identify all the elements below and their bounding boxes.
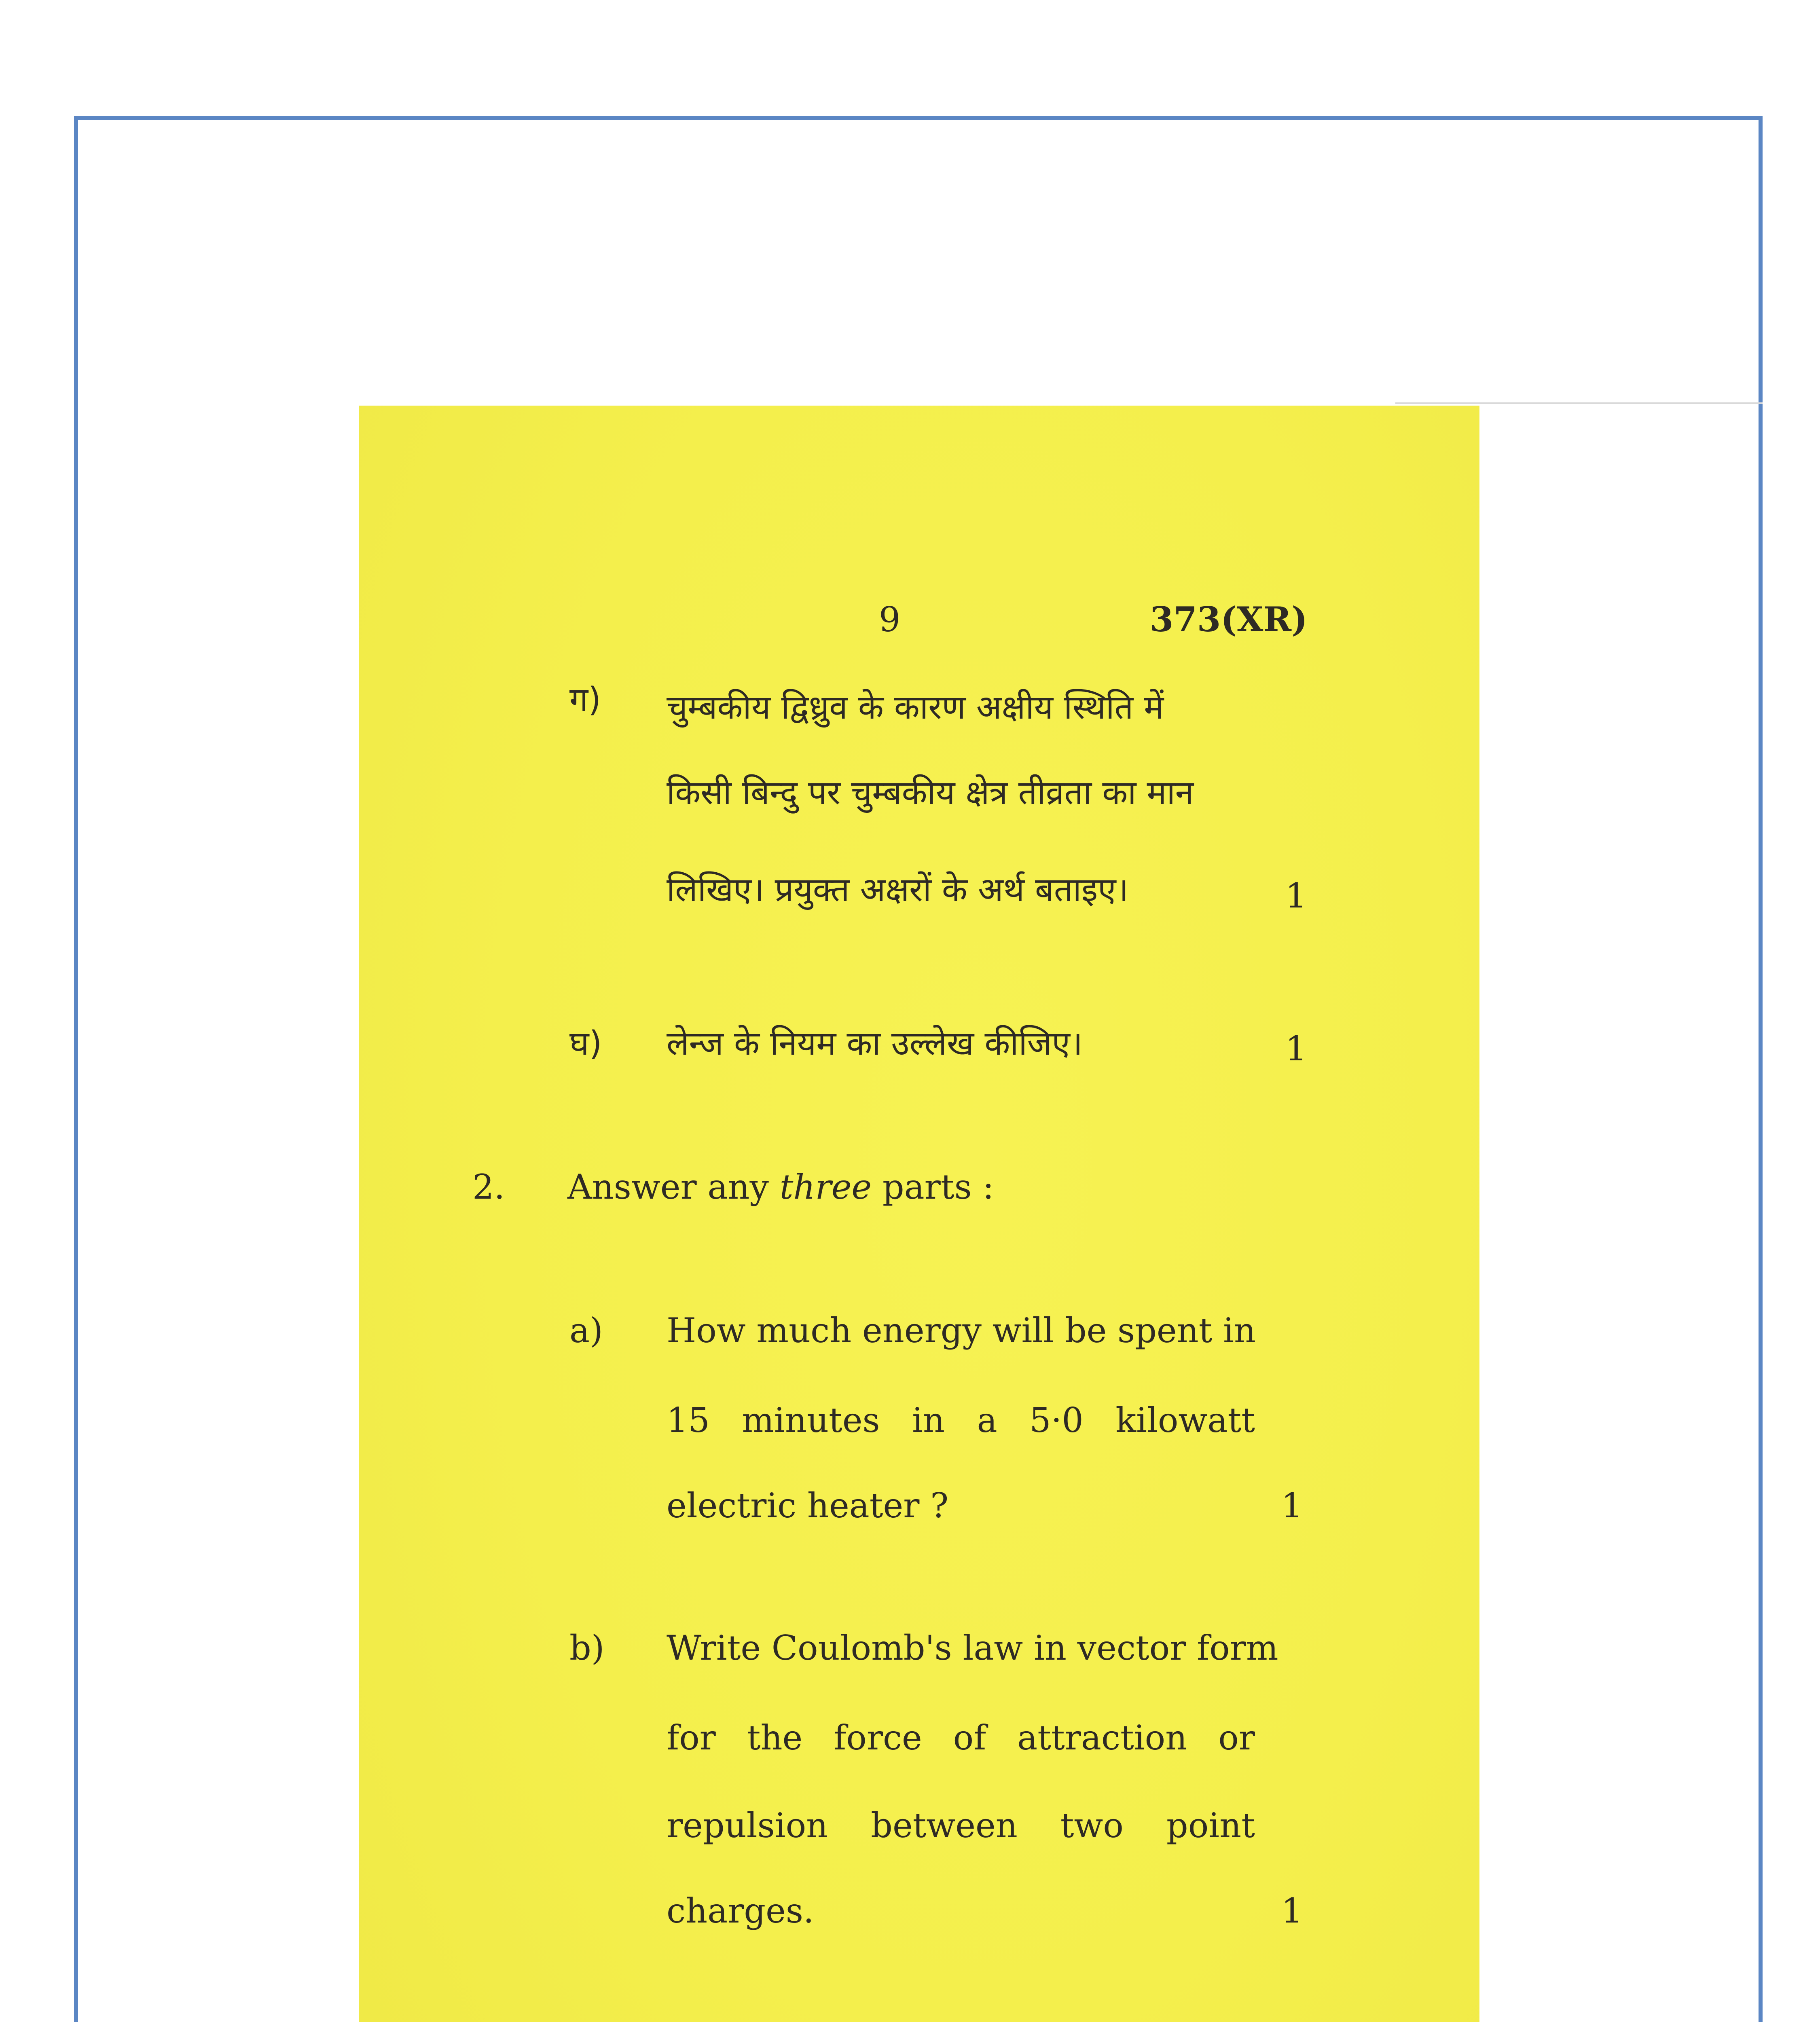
marks: 1	[1285, 1029, 1307, 1068]
word: a	[977, 1400, 997, 1440]
question-text: चुम्बकीय द्विध्रुव के कारण अक्षीय स्थिति में	[667, 688, 1164, 727]
prompt-text: parts :	[882, 1167, 994, 1207]
word: minutes	[742, 1400, 880, 1440]
word: in	[912, 1400, 945, 1440]
prompt-text: Answer any	[567, 1167, 769, 1207]
frame-corner-tick	[1759, 116, 1763, 125]
word: of	[953, 1718, 986, 1758]
word: point	[1166, 1806, 1255, 1845]
question-prompt	[567, 1167, 994, 1207]
part-text: electric heater ?	[667, 1486, 949, 1525]
part-text: How much energy will be spent in	[667, 1311, 1256, 1350]
word: two	[1060, 1806, 1124, 1845]
question-text: किसी बिन्दु पर चुम्बकीय क्षेत्र तीव्रता का मान	[667, 774, 1194, 812]
paper-code: 373(XR)	[1150, 599, 1308, 639]
question-label: ग)	[569, 681, 601, 719]
word: the	[747, 1718, 803, 1758]
part-label: a)	[569, 1311, 603, 1350]
word: kilowatt	[1115, 1400, 1255, 1440]
question-line	[667, 683, 1259, 729]
question-number: 2.	[472, 1167, 505, 1207]
marks: 1	[1285, 876, 1307, 916]
question-label: घ)	[569, 1024, 602, 1063]
question-text: लेन्ज के नियम का उल्लेख कीजिए।	[667, 1024, 1083, 1063]
word: 5·0	[1029, 1400, 1084, 1440]
question-text: लिखिए। प्रयुक्त अक्षरों के अर्थ बताइए।	[667, 871, 1129, 909]
part-text: Write Coulomb's law in vector form	[667, 1628, 1278, 1668]
marks: 1	[1281, 1891, 1303, 1931]
marks: 1	[1281, 1486, 1303, 1525]
part-line	[667, 1718, 1255, 1758]
prompt-emphasis: three	[779, 1167, 872, 1207]
word: 15	[667, 1400, 710, 1440]
part-label: b)	[569, 1628, 605, 1668]
word: attraction	[1017, 1718, 1187, 1758]
page-number: 9	[879, 600, 901, 639]
word: or	[1218, 1718, 1255, 1758]
word: repulsion	[667, 1806, 828, 1845]
part-line	[667, 1806, 1255, 1845]
part-line	[667, 1400, 1255, 1440]
exam-page	[359, 406, 1479, 2022]
word: for	[667, 1718, 716, 1758]
part-text: charges.	[667, 1891, 814, 1931]
frame-divider	[1395, 402, 1763, 404]
word: force	[834, 1718, 922, 1758]
word: between	[871, 1806, 1018, 1845]
